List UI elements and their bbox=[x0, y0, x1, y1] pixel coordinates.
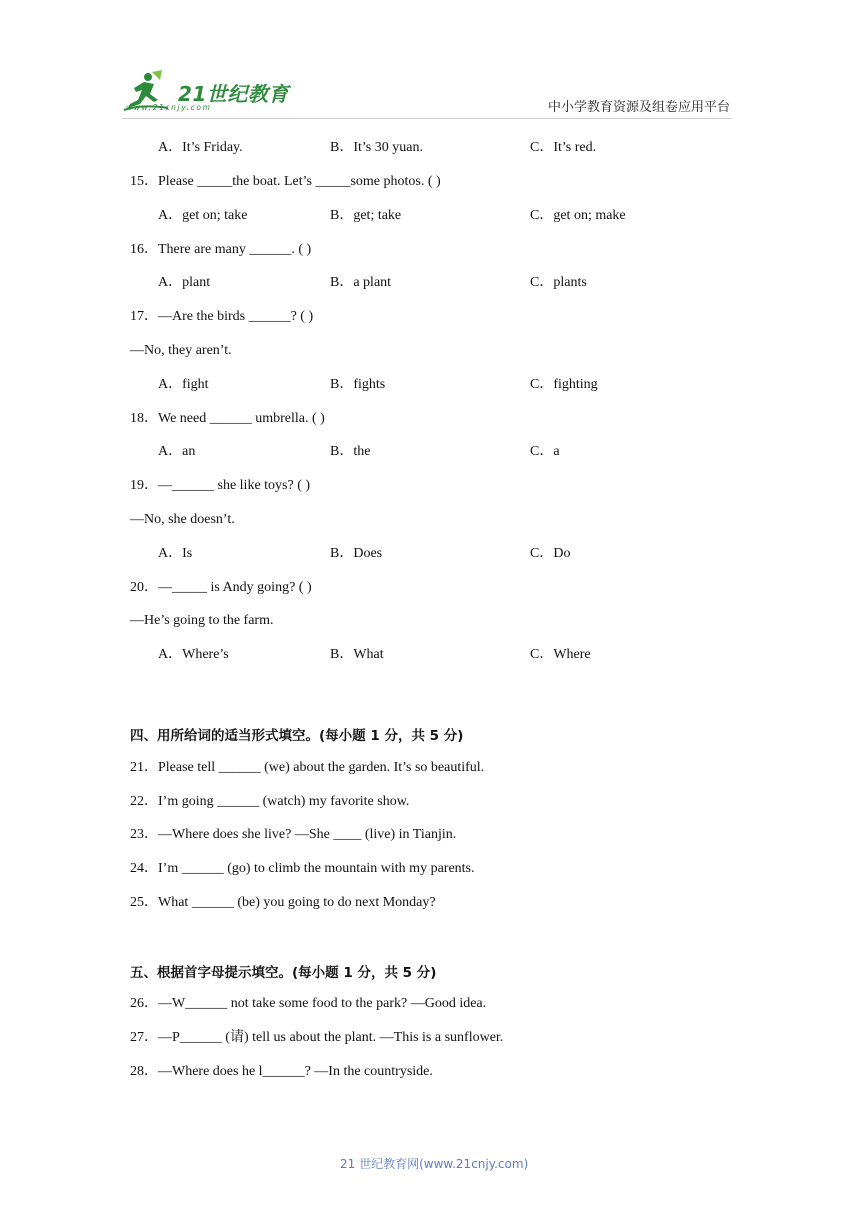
q20-reply: —He’s going to the farm. bbox=[130, 613, 274, 628]
q14-option-b: B．It’s 30 yuan. bbox=[330, 140, 423, 155]
section-5-title: 五、根据首字母提示填空。(每小题 1 分，共 5 分) bbox=[130, 965, 437, 981]
q20-option-a: A．Where’s bbox=[158, 647, 229, 662]
q16-stem: 16．There are many ______. ( ) bbox=[130, 242, 312, 257]
q27-item: 27．—P______ (请) tell us about the plant. —This is a sunflower. bbox=[130, 1030, 504, 1045]
q14-option-a: A．It’s Friday. bbox=[158, 140, 243, 155]
logo-title: 21世纪教育 bbox=[178, 82, 289, 106]
q19-option-b: B．Does bbox=[330, 546, 383, 561]
q15-option-a: A．get on; take bbox=[158, 208, 248, 223]
q19-stem: 19．—______ she like toys? ( ) bbox=[130, 478, 311, 493]
q19-reply: —No, she doesn’t. bbox=[130, 512, 235, 527]
q17-option-c: C．fighting bbox=[530, 377, 598, 392]
q20-option-c: C．Where bbox=[530, 647, 591, 662]
q15-stem: 15．Please _____the boat. Let’s _____some photos. ( ) bbox=[130, 174, 441, 189]
q18-stem: 18．We need ______ umbrella. ( ) bbox=[130, 411, 325, 426]
q24-item: 24．I’m ______ (go) to climb the mountain with my parents. bbox=[130, 861, 475, 876]
q22-item: 22．I’m going ______ (watch) my favorite show. bbox=[130, 794, 410, 809]
q15-option-c: C．get on; make bbox=[530, 208, 626, 223]
q28-item: 28．—Where does he l______? —In the countryside. bbox=[130, 1064, 433, 1079]
q18-option-c: C．a bbox=[530, 444, 560, 459]
footer-link[interactable]: 21 世纪教育网(www.21cnjy.com) bbox=[340, 1157, 529, 1171]
q16-option-a: A．plant bbox=[158, 275, 211, 290]
header-rule bbox=[122, 118, 732, 119]
section-4-title: 四、用所给词的适当形式填空。(每小题 1 分，共 5 分) bbox=[130, 728, 464, 744]
q25-item: 25．What ______ (be) you going to do next Monday? bbox=[130, 895, 436, 910]
q19-option-a: A．Is bbox=[158, 546, 193, 561]
logo-url: www.21cnjy.com bbox=[126, 103, 212, 112]
q19-option-c: C．Do bbox=[530, 546, 571, 561]
q18-option-b: B．the bbox=[330, 444, 371, 459]
q17-option-b: B．fights bbox=[330, 377, 386, 392]
q26-item: 26．—W______ not take some food to the park? —Good idea. bbox=[130, 996, 487, 1011]
q14-option-c: C．It’s red. bbox=[530, 140, 597, 155]
q17-reply: —No, they aren’t. bbox=[130, 343, 232, 358]
q16-option-c: C．plants bbox=[530, 275, 587, 290]
q20-option-b: B．What bbox=[330, 647, 384, 662]
header-platform-name: 中小学教育资源及组卷应用平台 bbox=[548, 100, 731, 115]
q18-option-a: A．an bbox=[158, 444, 196, 459]
q16-option-b: B．a plant bbox=[330, 275, 392, 290]
q23-item: 23．—Where does she live? —She ____ (live) in Tianjin. bbox=[130, 827, 457, 842]
logo bbox=[122, 68, 292, 114]
q20-stem: 20．—_____ is Andy going? ( ) bbox=[130, 580, 312, 595]
q15-option-b: B．get; take bbox=[330, 208, 402, 223]
q17-option-a: A．fight bbox=[158, 377, 209, 392]
q21-item: 21．Please tell ______ (we) about the garden. It’s so beautiful. bbox=[130, 760, 485, 775]
q17-stem: 17．—Are the birds ______? ( ) bbox=[130, 309, 314, 324]
